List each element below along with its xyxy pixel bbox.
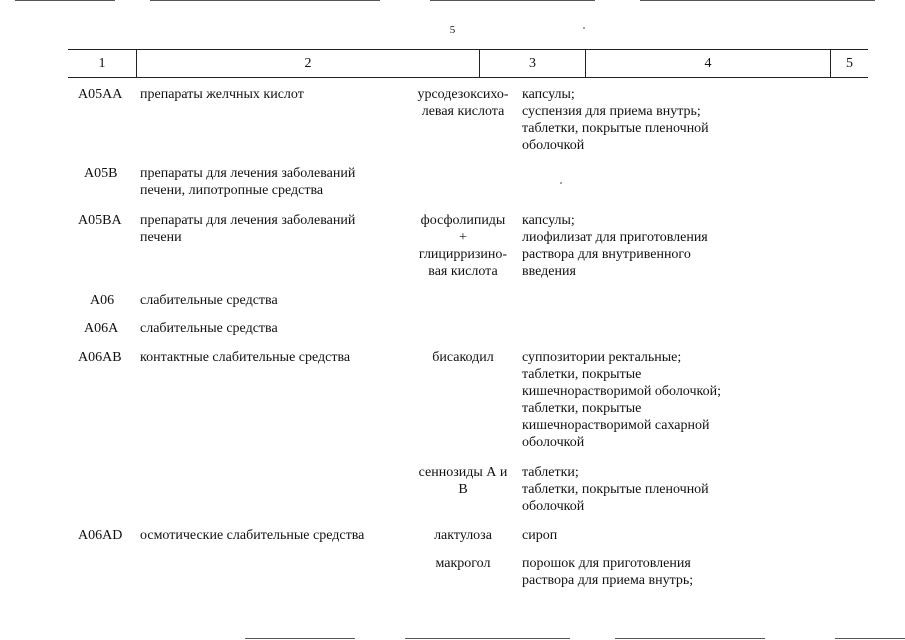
atc-group-name: слабительные средства	[140, 321, 278, 336]
atc-group-name: осмотические слабительные средства	[140, 528, 365, 543]
header-col-2: 2	[136, 50, 479, 77]
scan-edge-line	[15, 0, 115, 1]
atc-code: A06A	[84, 321, 119, 336]
atc-code: A05AA	[78, 87, 123, 102]
page-number: 5	[449, 24, 456, 36]
scan-edge-line	[615, 638, 765, 639]
scan-speck	[560, 182, 562, 184]
active-substance: фосфолипиды + глицирризино- вая кислота	[418, 213, 508, 279]
dosage-forms: порошок для приготовления раствора для приема внутрь;	[522, 556, 694, 588]
atc-group-name: слабительные средства	[140, 293, 278, 308]
atc-group-name: контактные слабительные средства	[140, 350, 351, 365]
atc-code: A06	[90, 293, 115, 308]
scan-edge-line	[405, 638, 570, 639]
active-substance: макрогол	[435, 556, 491, 571]
dosage-forms: суппозитории ректальные; таблетки, покрытые кишечнорастворимой оболочкой; таблетки, покрытые кишечнорастворимой сахарной оболочкой	[522, 350, 721, 450]
scan-edge-line	[640, 0, 875, 1]
scan-edge-line	[245, 638, 355, 639]
active-substance: лактулоза	[434, 528, 492, 543]
atc-group-name: препараты желчных кислот	[140, 87, 304, 102]
dosage-forms: сироп	[522, 528, 558, 543]
dosage-forms: капсулы; суспензия для приема внутрь; таблетки, покрытые пленочной оболочкой	[522, 87, 709, 153]
scan-edge-line	[430, 0, 595, 1]
scan-edge-line	[835, 638, 905, 639]
atc-code: A06AD	[78, 528, 123, 543]
atc-code: A05B	[84, 166, 118, 181]
scan-edge-line	[150, 0, 380, 1]
active-substance: бисакодил	[432, 350, 494, 365]
atc-group-name: препараты для лечения заболеваний печени, липотропные средства	[140, 166, 356, 198]
active-substance: сеннозиды А и В	[418, 465, 508, 497]
header-col-4: 4	[585, 50, 830, 77]
atc-group-name: препараты для лечения заболеваний печени	[140, 213, 356, 245]
dosage-forms: таблетки; таблетки, покрытые пленочной оболочкой	[522, 465, 709, 514]
atc-code: A05BA	[78, 213, 122, 228]
header-col-1: 1	[98, 56, 106, 71]
table-header-row	[68, 49, 868, 78]
atc-code: A06AB	[78, 350, 122, 365]
header-col-5: 5	[830, 50, 868, 77]
dosage-forms: капсулы; лиофилизат для приготовления раствора для внутривенного введения	[522, 213, 708, 279]
active-substance: урсодезоксихо- левая кислота	[417, 87, 509, 119]
header-col-3: 3	[479, 50, 585, 77]
